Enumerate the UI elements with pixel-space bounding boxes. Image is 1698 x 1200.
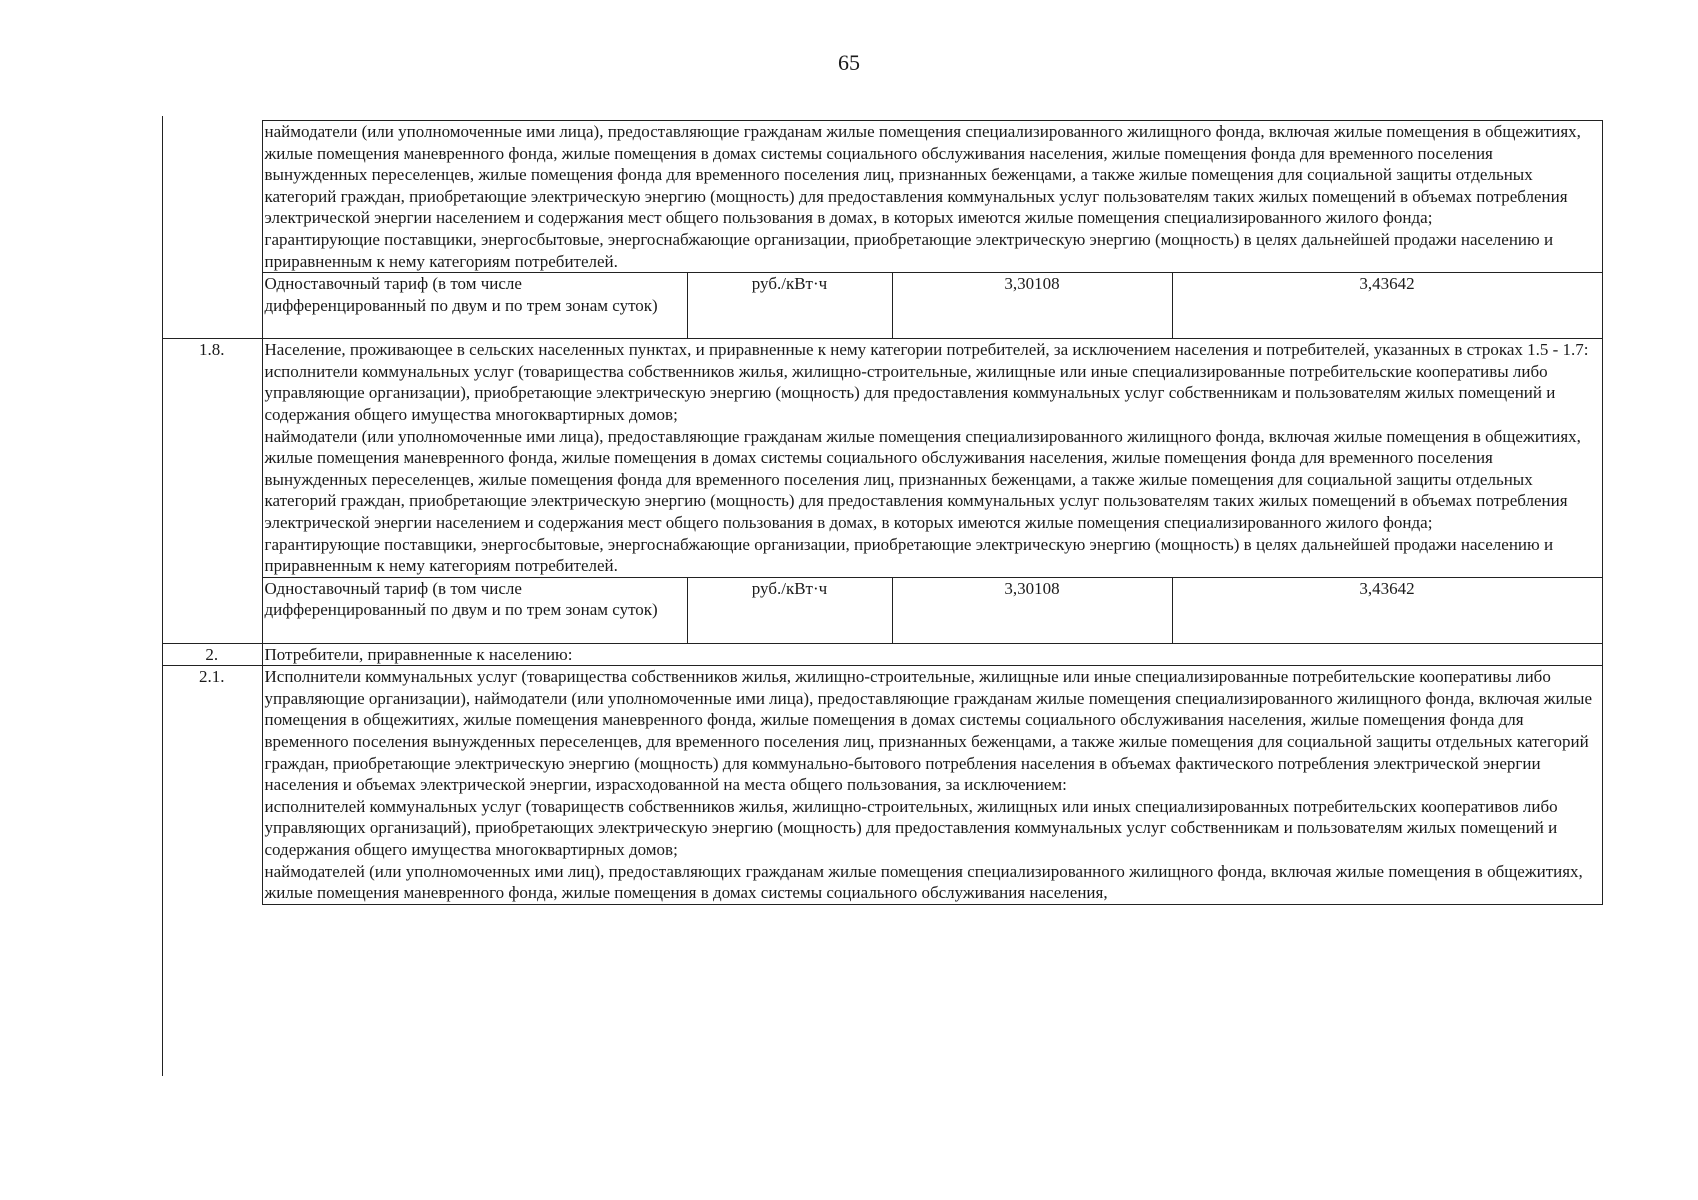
row-description: Потребители, приравненные к населению: bbox=[262, 643, 1602, 666]
table-row-2-1 bbox=[162, 666, 1602, 905]
paragraph: наймодатели (или уполномоченные ими лица), предоставляющие гражданам жилые помещения специализированного жилищного фонда, включая жилые помещения в общежитиях, жилые помещения маневренного фонда, жилые помещения в домах системы социального обслуживания населения, жилые помещения фонда для временного поселения вынужденных переселенцев, жилые помещения фонда для временного поселения лиц, признанных беженцами, а также жилые помещения для социальной защиты отдельных категорий граждан, приобретающие электрическую энергию (мощность) для предоставления коммунальных услуг пользователям таких жилых помещений в объемах потребления электрической энергии населением и содержания мест общего пользования в домах, в которых имеются жилые помещения специализированного жилого фонда; bbox=[264, 426, 1581, 532]
paragraph: гарантирующие поставщики, энергосбытовые, энергоснабжающие организации, приобретающие электрическую энергию (мощность) в целях дальнейшей продажи населению и приравненным к нему категориям потребителей. bbox=[264, 229, 1554, 271]
row-number: 1.8. bbox=[162, 339, 262, 578]
tariff-unit: руб./кВт·ч bbox=[687, 577, 892, 643]
tariff-unit: руб./кВт·ч bbox=[687, 273, 892, 339]
table-row-continuation bbox=[162, 121, 1602, 273]
paragraph: Исполнители коммунальных услуг (товарищества собственников жилья, жилищно-строительные, жилищные или иные специализированные потребительские кооперативы либо управляющие организации), наймодатели (или уполномоченные ими лица), предоставляющие гражданам жилые помещения специализированного жилищного фонда, включая жилые помещения в общежитиях, жилые помещения маневренного фонда, жилые помещения в домах системы социального обслуживания населения, жилые помещения фонда для временного поселения вынужденных переселенцев, для временного поселения лиц, признанных беженцами, а также жилые помещения для социальной защиты отдельных категорий граждан, приобретающие электрическую энергию (мощность) для коммунально-бытового потребления населения в объемах фактического потребления электрической энергии населения и объемах электрической энергии, израсходованной на места общего пользования, за исключением: bbox=[264, 667, 1593, 795]
row-description bbox=[262, 666, 1602, 905]
paragraph: гарантирующие поставщики, энергосбытовые, энергоснабжающие организации, приобретающие электрическую энергию (мощность) в целях дальнейшей продажи населению и приравненным к нему категориям потребителей. bbox=[264, 534, 1554, 576]
paragraph: наймодателей (или уполномоченных ими лиц), предоставляющих гражданам жилые помещения специализированного жилищного фонда, включая жилые помещения в общежитиях, жилые помещения маневренного фонда, жилые помещения в домах системы социального обслуживания населения, bbox=[264, 861, 1583, 903]
row-number-empty bbox=[162, 273, 262, 339]
table-row-tariff bbox=[162, 273, 1602, 339]
tariff-table bbox=[162, 120, 1603, 905]
table-row-1-8 bbox=[162, 339, 1602, 578]
paragraph: наймодатели (или уполномоченные ими лица), предоставляющие гражданам жилые помещения специализированного жилищного фонда, включая жилые помещения в общежитиях, жилые помещения маневренного фонда, жилые помещения в домах системы социального обслуживания населения, жилые помещения фонда для временного поселения вынужденных переселенцев, жилые помещения фонда для временного поселения лиц, признанных беженцами, а также жилые помещения для социальной защиты отдельных категорий граждан, приобретающие электрическую энергию (мощность) для предоставления коммунальных услуг пользователям таких жилых помещений в объемах потребления электрической энергии населением и содержания мест общего пользования в домах, в которых имеются жилые помещения специализированного жилого фонда; bbox=[264, 122, 1581, 228]
tariff-name: Одноставочный тариф (в том числе дифференцированный по двум и по трем зонам суток) bbox=[262, 273, 687, 339]
paragraph: исполнители коммунальных услуг (товарищества собственников жилья, жилищно-строительные, жилищные или иные специализированные потребительские кооперативы либо управляющие организации), приобретающие электрическую энергию (мощность) для предоставления коммунальных услуг собственникам и пользователям жилых помещений и содержания общего имущества многоквартирных домов; bbox=[264, 361, 1556, 424]
row-number: 2. bbox=[162, 643, 262, 666]
tariff-value-1: 3,30108 bbox=[892, 577, 1172, 643]
page-number: 65 bbox=[838, 50, 860, 75]
tariff-value-2: 3,43642 bbox=[1172, 273, 1602, 339]
paragraph: исполнителей коммунальных услуг (товариществ собственников жилья, жилищно-строительных, жилищных или иных специализированных потребительских кооперативов либо управляющих организаций), приобретающих электрическую энергию (мощность) для предоставления коммунальных услуг собственникам и пользователям жилых помещений и содержания общего имущества многоквартирных домов; bbox=[264, 796, 1558, 860]
table-row-2 bbox=[162, 643, 1602, 666]
row-number: 2.1. bbox=[162, 666, 262, 905]
tariff-value-1: 3,30108 bbox=[892, 273, 1172, 339]
tariff-name: Одноставочный тариф (в том числе дифференцированный по двум и по трем зонам суток) bbox=[262, 577, 687, 643]
table-row-tariff bbox=[162, 577, 1602, 643]
row-description bbox=[262, 121, 1602, 273]
row-number-empty bbox=[162, 577, 262, 643]
tariff-value-2: 3,43642 bbox=[1172, 577, 1602, 643]
row-number-empty bbox=[162, 121, 262, 273]
paragraph: Население, проживающее в сельских населенных пунктах, и приравненные к нему категории потребителей, за исключением населения и потребителей, указанных в строках 1.5 - 1.7: bbox=[264, 340, 1589, 360]
row-description bbox=[262, 339, 1602, 578]
